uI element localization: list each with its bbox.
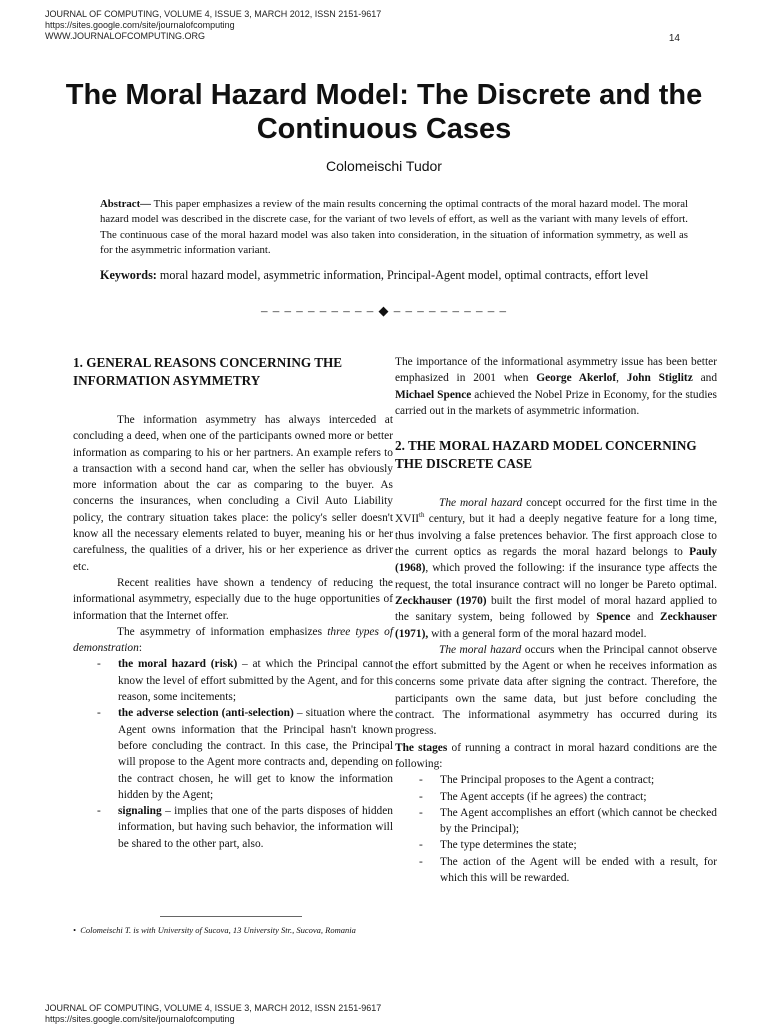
journal-footer-url[interactable]: https://sites.google.com/site/journalofcomputing [45,1014,235,1024]
paragraph-text: of running a contract in moral hazard conditions are the following: [395,741,717,770]
section-separator: – – – – – – – – – – ◆ – – – – – – – – – – [261,303,507,318]
list-item-text: – at which the Principal cannot know the level of effort submitted by the Agent, and for this reason, some incitements; [118,658,393,704]
person-name: Michael Spence [395,388,472,401]
citation: Spence [596,611,631,624]
abstract [100,197,688,259]
list-item-text: The Agent accomplishes an effort (which cannot be checked by the Principal); [440,806,717,836]
italic-phrase: The moral hazard [439,497,523,510]
keywords-label: Keywords: [100,268,157,282]
running-header [45,9,381,42]
section-1-heading: 1. GENERAL REASONS CONCERNING THE INFORMATION ASYMMETRY [73,355,343,388]
person-name: John Stiglitz [626,372,693,385]
paragraph-text: concept occurred for the first time in the XVII [395,497,717,526]
running-footer [45,1003,381,1025]
list-item-text: The Agent accepts (if he agrees) the contract; [440,790,647,803]
paragraph-text: with a general form of the moral hazard model. [428,627,647,640]
journal-url[interactable]: https://sites.google.com/site/journalofcomputing [45,20,235,30]
paragraph-text: and [630,611,661,624]
paragraph-text: century, but it had a deeply negative feature for a long time, thus involving a false pretences behavior. The first approach close to the current optics as regards the moral hazard belongs to [395,513,717,559]
paragraph-text: and [692,372,718,385]
list-item-text: The action of the Agent will be ended with a result, for which this will be rewarded. [440,855,717,885]
list-dash: - [97,805,101,818]
list-item [395,772,717,788]
journal-website[interactable]: WWW.JOURNALOFCOMPUTING.ORG [45,31,205,41]
section-2-paragraph-1 [395,495,717,642]
journal-footer-line: JOURNAL OF COMPUTING, VOLUME 4, ISSUE 3, MARCH 2012, ISSN 2151-9617 [45,1003,382,1013]
list-dash: - [419,790,423,803]
list-item-text: – implies that one of the parts disposes of hidden information, but having such behavior, the information will be shared to the other part, also. [118,805,393,850]
list-item [395,789,717,805]
paragraph-text: built the first model of moral hazard applied to the sanitary system, being followed by [395,594,717,624]
list-item-term: the adverse selection (anti-selection) [118,707,294,720]
list-item [395,805,717,838]
nobel-paragraph [395,354,717,419]
list-dash: - [97,658,101,671]
abstract-text: This paper emphasizes a review of the main results concerning the optimal contracts of the moral hazard model. The moral hazard model was described in the discrete case, for the variant of two levels of effort, as well as the variant with many levels of effort. The continuous case of the moral hazard model was also taken into consideration, in the situation of information symmetry, as well as for the asymmetric information variant. [100,198,688,257]
list-item [73,803,393,852]
list-dash: - [419,839,423,852]
footnote-bullet: • [73,925,76,935]
author-footnote [73,924,389,936]
citation: Pauly (1968) [395,546,717,575]
paragraph-text: occurs when the Principal cannot observe the effort submitted by the Agent or when he receives information as concerns some private data after signing the contract. Therefore, the participants own the same data, but just before concluding the contract. The informational asymmetry has occurred during its progress. [395,643,717,738]
superscript: th [419,511,425,520]
list-item-text: The Principal proposes to the Agent a contract; [440,774,655,787]
list-item-term: signaling [118,805,162,818]
italic-phrase: three types of demonstration [73,625,393,655]
paragraph-text: , [616,372,627,385]
stages-list [395,772,717,886]
bold-phrase: The stages [395,741,448,754]
section-1-paragraph-1: The information asymmetry has always interceded at concluding a deed, when one of the participants owned more or better information as comparing to his or her partners. An example refers to a transaction with a second hand car, when the seller has obviously more information about the car as comparing to the buyer. As concerns the insurances, when concluding a Civil Auto Liability policy, the contrary situation takes place: the policy's seller doesn't know all the necessary elements related to buyer, meaning his or her carefulness, the qualities of a driver, his or her experience as driver etc. [73,414,393,573]
abstract-label: Abstract— [100,198,151,210]
paragraph-text: , which proved the following: if the insurance type affects the request, the total insurance contract will no longer be Pareto optimal. [395,562,717,591]
keywords [100,267,688,283]
person-name: George Akerlof [536,372,617,385]
section-1-paragraph-2: Recent realities have shown a tendency of reducing the informational asymmetry, especially due to the huge opportunities of information that the Internet offer. [73,576,393,622]
page-number: 14 [668,33,680,44]
section-2-paragraph-2 [395,642,717,740]
paragraph-text: The importance of the informational asymmetry issue has been better emphasized in 2001 when [395,356,717,385]
list-dash: - [419,855,423,868]
paragraph-text: : [138,642,142,655]
list-dash: - [419,806,423,819]
author-name: Colomeischi Tudor [326,158,442,174]
list-item-text: The type determines the state; [440,839,577,852]
list-dash: - [419,774,423,787]
paragraph-text: achieved the Nobel Prize in Economy, for the studies carried out in the markets of asymmetric information. [395,388,717,417]
list-item-term: the moral hazard (risk) [118,658,238,671]
section-2-heading: 2. THE MORAL HAZARD MODEL CONCERNING THE DISCRETE CASE [395,438,697,472]
left-column [73,354,393,852]
asymmetry-types-list [73,656,393,852]
italic-phrase: The moral hazard [439,643,522,656]
list-item-text: – situation where the Agent owns information that the Principal hasn't known before concluding the contract. In this case, the Principal will propose to the Agent more contracts and, depending on the contract chosen, he will get to know the information hidden by the Agent; [118,707,394,801]
keywords-text: moral hazard model, asymmetric information, Principal-Agent model, optimal contracts, effort level [156,268,649,282]
citation: Zeckhauser (1970) [395,594,487,607]
section-1-paragraph-3 [73,624,393,657]
list-item [395,837,717,853]
list-item [395,854,717,887]
list-dash: - [97,707,101,720]
journal-header-line: JOURNAL OF COMPUTING, VOLUME 4, ISSUE 3, MARCH 2012, ISSN 2151-9617 [45,9,382,19]
paragraph-text: The asymmetry of information emphasizes [117,625,328,638]
stages-paragraph [395,740,717,773]
paper-title: The Moral Hazard Model: The Discrete and the Continuous Cases [65,79,703,145]
footnote-rule [160,916,302,917]
citation: Zeckhauser (1971), [395,611,717,640]
list-item [73,656,393,705]
list-item [73,705,393,803]
right-column [395,354,717,886]
footnote-text: Colomeischi T. is with University of Sucova, 13 University Str., Sucova, Romania [80,925,356,935]
